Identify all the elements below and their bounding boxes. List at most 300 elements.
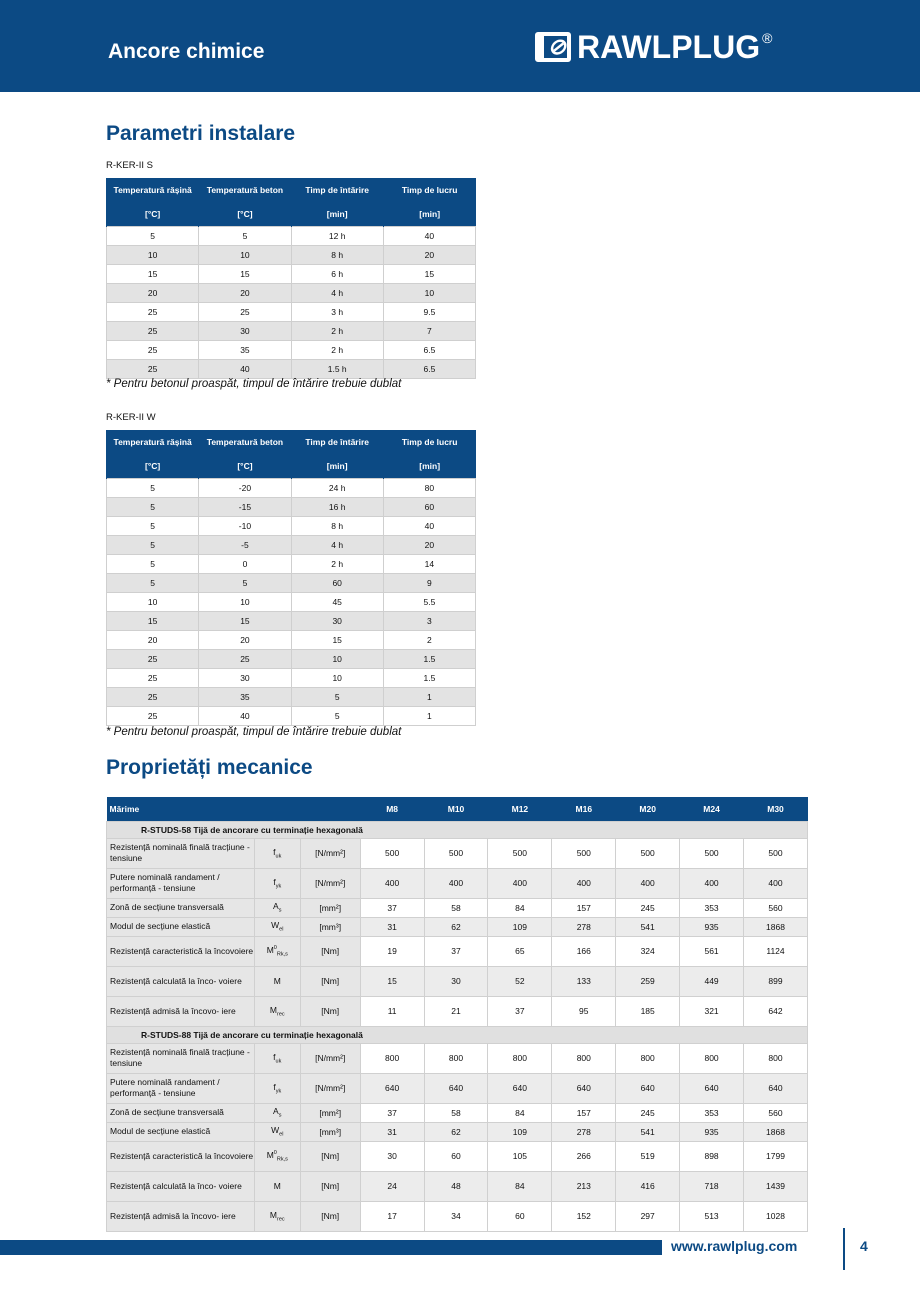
property-value: 800 [360,1043,424,1073]
table-w-label: R-KER-II W [106,412,156,423]
property-value: 1799 [744,1141,808,1171]
table-cell: 6.5 [383,359,475,378]
col-unit: [min] [291,454,383,478]
property-value: 278 [552,1122,616,1141]
table-row [107,996,808,1026]
property-symbol: $f_{yk}$ [254,1073,300,1103]
property-symbol: $f_{uk}$ [254,1043,300,1073]
table-cell: 35 [199,340,291,359]
property-value: 800 [680,1043,744,1073]
property-value: 157 [552,1103,616,1122]
logo-text: RAWLPLUG [577,28,761,65]
property-value: 400 [552,868,616,898]
table-row [107,706,476,725]
table-cell: 20 [199,630,291,649]
table-cell: 10 [291,668,383,687]
property-value: 561 [680,936,744,966]
install-section-title: Parametri instalare [106,122,296,145]
property-value: 640 [680,1073,744,1103]
rawlplug-logo [535,30,772,64]
size-column-header: M16 [552,797,616,821]
property-value: 513 [680,1201,744,1231]
table-s-label: R-KER-II S [106,160,153,171]
property-value: 500 [424,838,488,868]
property-symbol: $M^0_{Rk,s}$ [254,936,300,966]
property-value: 30 [360,1141,424,1171]
table-row [107,1141,808,1171]
property-symbol: $W_{el}$ [254,917,300,936]
table-cell: -15 [199,497,291,516]
header-title: Ancore chimice [108,40,265,63]
property-value: 62 [424,917,488,936]
col-unit: [°C] [199,454,291,478]
property-value: 935 [680,917,744,936]
col-header: Timp de lucru [383,178,475,202]
property-value: 400 [680,868,744,898]
property-value: 800 [424,1043,488,1073]
table-cell: 15 [107,611,199,630]
col-unit: [min] [383,202,475,226]
property-unit: [Nm] [300,1171,360,1201]
property-value: 800 [488,1043,552,1073]
table-cell: 25 [107,668,199,687]
property-unit: [mm³] [300,917,360,936]
property-name: Rezistență caracteristică la încovoiere [107,936,255,966]
property-value: 245 [616,1103,680,1122]
table-cell: 60 [383,497,475,516]
property-value: 185 [616,996,680,1026]
property-value: 1868 [744,917,808,936]
table-cell: 40 [383,226,475,245]
table-row [107,592,476,611]
table-row [107,1103,808,1122]
property-value: 935 [680,1122,744,1141]
property-value: 37 [360,898,424,917]
property-value: 416 [616,1171,680,1201]
property-value: 58 [424,898,488,917]
property-unit: [mm²] [300,898,360,917]
table-cell: 25 [107,687,199,706]
col-header: Timp de lucru [383,430,475,454]
table-cell: 1.5 h [291,359,383,378]
table-cell: 15 [199,611,291,630]
table-cell: 15 [291,630,383,649]
table-cell: 2 h [291,321,383,340]
table-row [107,245,476,264]
table-cell: 30 [199,668,291,687]
property-value: 640 [488,1073,552,1103]
col-unit: [°C] [107,202,199,226]
table-row [107,283,476,302]
table-cell: 5 [107,573,199,592]
table-row [107,649,476,668]
col-header: Timp de întărire [291,430,383,454]
property-value: 400 [424,868,488,898]
table-row [107,1201,808,1231]
property-value: 560 [744,1103,808,1122]
table-row [107,611,476,630]
property-value: 213 [552,1171,616,1201]
property-value: 500 [744,838,808,868]
property-unit: [N/mm²] [300,1043,360,1073]
size-column-header: M12 [488,797,552,821]
table-row [107,838,808,868]
size-column-header: M24 [680,797,744,821]
property-value: 324 [616,936,680,966]
property-value: 449 [680,966,744,996]
table-cell: 9 [383,573,475,592]
table-row [107,321,476,340]
table-cell: 14 [383,554,475,573]
table-cell: 40 [383,516,475,535]
property-symbol: $A_s$ [254,898,300,917]
table-cell: 5 [107,226,199,245]
table-cell: 15 [383,264,475,283]
table-cell: 3 [383,611,475,630]
property-value: 84 [488,1171,552,1201]
table-cell: 4 h [291,535,383,554]
property-value: 259 [616,966,680,996]
property-value: 37 [424,936,488,966]
property-value: 1028 [744,1201,808,1231]
table-cell: 5.5 [383,592,475,611]
table-cell: 20 [383,535,475,554]
property-value: 640 [744,1073,808,1103]
table-row [107,554,476,573]
col-unit: [°C] [199,202,291,226]
property-unit: [N/mm²] [300,838,360,868]
table-row [107,936,808,966]
property-unit: [N/mm²] [300,868,360,898]
property-value: 541 [616,917,680,936]
property-value: 353 [680,1103,744,1122]
property-value: 65 [488,936,552,966]
property-value: 52 [488,966,552,996]
table-cell: 20 [383,245,475,264]
property-value: 560 [744,898,808,917]
table-s-footnote: * Pentru betonul proaspăt, timpul de întărire trebuie dublat [106,378,402,390]
install-table-w [106,430,476,726]
property-unit: [Nm] [300,1201,360,1231]
property-value: 109 [488,1122,552,1141]
table-cell: 25 [199,302,291,321]
page-number: 4 [860,1238,868,1254]
property-value: 500 [616,838,680,868]
table-cell: 80 [383,478,475,497]
property-value: 105 [488,1141,552,1171]
property-value: 60 [424,1141,488,1171]
property-symbol: $f_{yk}$ [254,868,300,898]
table-cell: 35 [199,687,291,706]
footer-bar [0,1240,662,1255]
property-name: Rezistență admisă la încovo- iere [107,996,255,1026]
property-value: 15 [360,966,424,996]
table-cell: 40 [199,706,291,725]
property-value: 898 [680,1141,744,1171]
table-cell: 1 [383,687,475,706]
property-value: 60 [488,1201,552,1231]
table-row [107,340,476,359]
property-value: 519 [616,1141,680,1171]
size-column-header: M10 [424,797,488,821]
table-cell: 16 h [291,497,383,516]
table-cell: 45 [291,592,383,611]
property-symbol: $W_{el}$ [254,1122,300,1141]
table-row [107,868,808,898]
table-row [107,478,476,497]
table-cell: 5 [199,226,291,245]
col-header: Temperatură rășină [107,178,199,202]
property-value: 500 [552,838,616,868]
table-w-footnote: * Pentru betonul proaspăt, timpul de întărire trebuie dublat [106,726,402,738]
property-value: 95 [552,996,616,1026]
property-value: 541 [616,1122,680,1141]
table-row [107,535,476,554]
table-cell: 30 [291,611,383,630]
property-value: 400 [744,868,808,898]
property-value: 1868 [744,1122,808,1141]
group-title: R-STUDS-58 Tijă de ancorare cu terminație hexagonală [107,821,808,838]
table-cell: 25 [107,649,199,668]
table-cell: 1.5 [383,649,475,668]
table-cell: 1.5 [383,668,475,687]
property-value: 109 [488,917,552,936]
property-value: 31 [360,917,424,936]
table-cell: 30 [199,321,291,340]
property-name: Rezistență nominală finală tracțiune - tensiune [107,838,255,868]
table-row [107,302,476,321]
property-value: 1124 [744,936,808,966]
table-cell: 6.5 [383,340,475,359]
table-cell: 9.5 [383,302,475,321]
property-name: Modul de secțiune elastică [107,917,255,936]
table-cell: 5 [107,478,199,497]
table-cell: 0 [199,554,291,573]
property-unit: [N/mm²] [300,1073,360,1103]
table-cell: 2 h [291,340,383,359]
property-name: Zonă de secțiune transversală [107,1103,255,1122]
table-cell: 15 [107,264,199,283]
property-value: 640 [616,1073,680,1103]
table-cell: 1 [383,706,475,725]
table-row [107,264,476,283]
property-value: 800 [552,1043,616,1073]
property-value: 1439 [744,1171,808,1201]
property-value: 640 [360,1073,424,1103]
table-cell: 10 [291,649,383,668]
table-cell: 5 [107,535,199,554]
property-symbol: M [254,966,300,996]
property-value: 133 [552,966,616,996]
table-cell: 10 [383,283,475,302]
property-value: 353 [680,898,744,917]
table-cell: 8 h [291,516,383,535]
property-symbol: $M_{rec}$ [254,1201,300,1231]
table-cell: 24 h [291,478,383,497]
property-value: 500 [360,838,424,868]
property-name: Rezistență calculată la înco- voiere [107,1171,255,1201]
size-column-header: M20 [616,797,680,821]
table-row [107,1043,808,1073]
table-row [107,966,808,996]
property-name: Rezistență caracteristică la încovoiere [107,1141,255,1171]
table-cell: -20 [199,478,291,497]
table-cell: 6 h [291,264,383,283]
size-column-header: M8 [360,797,424,821]
group-title: R-STUDS-88 Tijă de ancorare cu terminație hexagonală [107,1026,808,1043]
table-cell: 25 [107,302,199,321]
property-symbol: $M_{rec}$ [254,996,300,1026]
property-value: 62 [424,1122,488,1141]
property-value: 11 [360,996,424,1026]
property-value: 899 [744,966,808,996]
table-row [107,516,476,535]
mechanical-properties-table [106,797,808,1232]
table-row [107,226,476,245]
table-cell: 5 [291,687,383,706]
property-name: Putere nominală randament / performanță - tensiune [107,1073,255,1103]
table-row [107,917,808,936]
table-cell: 5 [107,497,199,516]
table-cell: 20 [199,283,291,302]
table-cell: 25 [199,649,291,668]
property-value: 245 [616,898,680,917]
table-row [107,630,476,649]
property-value: 500 [488,838,552,868]
table-cell: -5 [199,535,291,554]
table-cell: 4 h [291,283,383,302]
group-header-row [107,821,808,838]
property-unit: [Nm] [300,966,360,996]
property-value: 17 [360,1201,424,1231]
property-value: 157 [552,898,616,917]
property-value: 400 [360,868,424,898]
col-header: Timp de întărire [291,178,383,202]
footer-divider [843,1228,845,1270]
page-header [0,0,920,92]
table-cell: 2 [383,630,475,649]
property-value: 21 [424,996,488,1026]
table-row [107,1122,808,1141]
property-name: Modul de secțiune elastică [107,1122,255,1141]
table-cell: 5 [107,516,199,535]
table-cell: 5 [107,554,199,573]
table-cell: 3 h [291,302,383,321]
table-cell: 5 [291,706,383,725]
table-cell: 7 [383,321,475,340]
col-header: Temperatură beton [199,178,291,202]
mech-section-title: Proprietăți mecanice [106,756,313,779]
property-unit: [mm³] [300,1122,360,1141]
table-cell: 20 [107,283,199,302]
property-unit: [Nm] [300,996,360,1026]
property-unit: [mm²] [300,1103,360,1122]
property-value: 152 [552,1201,616,1231]
property-value: 37 [488,996,552,1026]
property-name: Rezistență nominală finală tracțiune - tensiune [107,1043,255,1073]
property-value: 321 [680,996,744,1026]
col-header: Temperatură rășină [107,430,199,454]
table-cell: 5 [199,573,291,592]
table-cell: 40 [199,359,291,378]
table-cell: -10 [199,516,291,535]
property-value: 84 [488,898,552,917]
table-cell: 10 [107,245,199,264]
logo-mark-icon: ⊘ [535,32,571,62]
table-cell: 15 [199,264,291,283]
property-symbol: $f_{uk}$ [254,838,300,868]
property-unit: [Nm] [300,936,360,966]
property-value: 34 [424,1201,488,1231]
property-value: 24 [360,1171,424,1201]
property-value: 640 [424,1073,488,1103]
property-value: 800 [744,1043,808,1073]
size-column-header: M30 [744,797,808,821]
table-cell: 12 h [291,226,383,245]
col-unit: [°C] [107,454,199,478]
table-cell: 8 h [291,245,383,264]
table-cell: 25 [107,706,199,725]
property-value: 37 [360,1103,424,1122]
property-value: 30 [424,966,488,996]
property-unit: [Nm] [300,1141,360,1171]
size-header: Mărime [107,797,361,821]
table-cell: 10 [199,592,291,611]
table-cell: 10 [107,592,199,611]
table-row [107,1171,808,1201]
table-row [107,687,476,706]
property-name: Putere nominală randament / performanță - tensiune [107,868,255,898]
table-cell: 25 [107,359,199,378]
property-symbol: $M^0_{Rk,s}$ [254,1141,300,1171]
table-row [107,898,808,917]
table-cell: 2 h [291,554,383,573]
property-value: 166 [552,936,616,966]
property-value: 48 [424,1171,488,1201]
footer-url-link[interactable]: www.rawlplug.com [671,1238,798,1254]
table-cell: 60 [291,573,383,592]
property-value: 278 [552,917,616,936]
table-cell: 25 [107,321,199,340]
property-name: Zonă de secțiune transversală [107,898,255,917]
property-value: 400 [488,868,552,898]
property-value: 500 [680,838,744,868]
table-row [107,668,476,687]
property-value: 84 [488,1103,552,1122]
table-cell: 20 [107,630,199,649]
table-row [107,497,476,516]
property-value: 640 [552,1073,616,1103]
install-table-s [106,178,476,379]
property-name: Rezistență calculată la înco- voiere [107,966,255,996]
table-cell: 25 [107,340,199,359]
property-value: 400 [616,868,680,898]
group-header-row [107,1026,808,1043]
property-value: 718 [680,1171,744,1201]
table-row [107,359,476,378]
property-value: 800 [616,1043,680,1073]
property-value: 58 [424,1103,488,1122]
property-name: Rezistență admisă la încovo- iere [107,1201,255,1231]
logo-registered-mark: ® [762,30,773,46]
property-value: 266 [552,1141,616,1171]
table-cell: 10 [199,245,291,264]
col-unit: [min] [291,202,383,226]
property-value: 19 [360,936,424,966]
col-unit: [min] [383,454,475,478]
table-row [107,1073,808,1103]
property-value: 31 [360,1122,424,1141]
